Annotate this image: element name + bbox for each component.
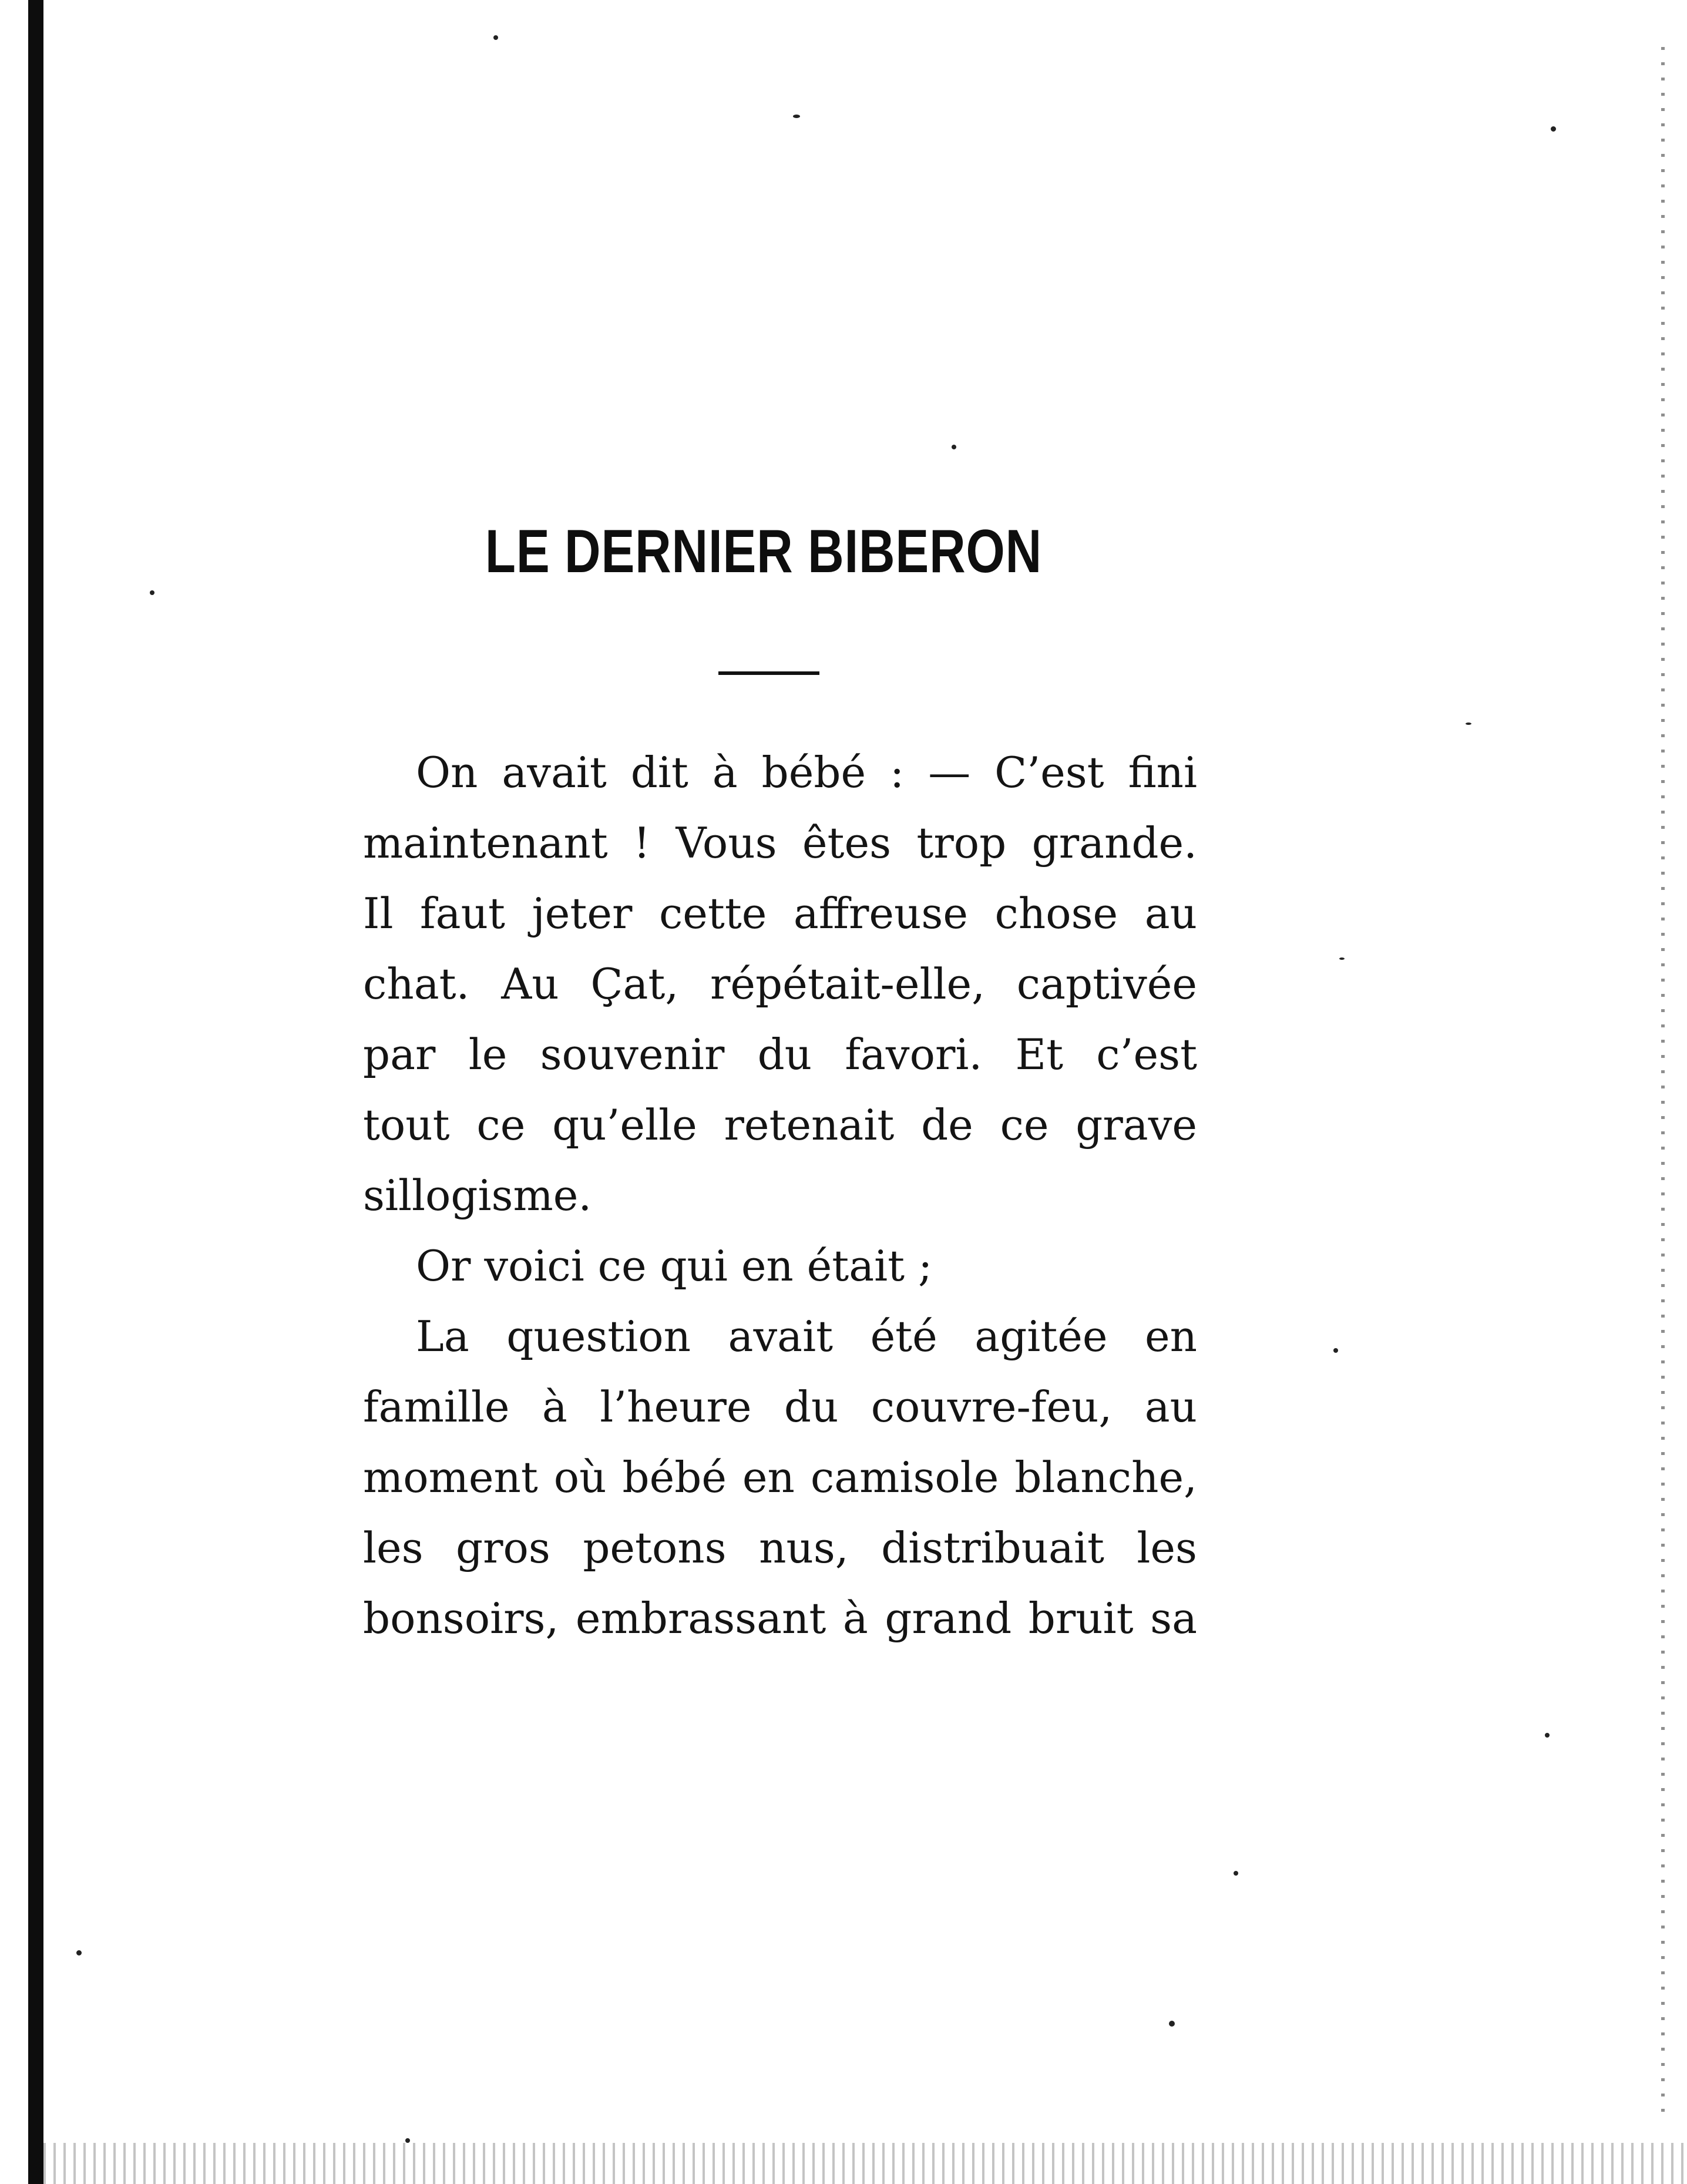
chapter-title: LE DERNIER BIBERON bbox=[485, 518, 1043, 586]
text-line: maintenant ! Vous êtes trop grande. bbox=[363, 818, 1197, 868]
text-line: famille à l’heure du couvre-feu, au bbox=[363, 1382, 1197, 1432]
text-line: On avait dit à bébé : — C’est fini bbox=[416, 748, 1197, 797]
scan-edge-noise bbox=[1661, 47, 1665, 2115]
text-line: par le souvenir du favori. Et c’est bbox=[363, 1030, 1197, 1079]
scan-speck bbox=[493, 35, 498, 40]
body-text bbox=[363, 737, 1197, 1654]
scan-speck bbox=[1234, 1871, 1238, 1876]
text-line: bonsoirs, embrassant à grand bruit sa bbox=[363, 1594, 1197, 1643]
scan-bottom-noise bbox=[43, 2143, 1687, 2184]
scan-speck bbox=[1333, 1348, 1338, 1353]
text-line: tout ce qu’elle retenait de ce grave bbox=[363, 1100, 1197, 1150]
text-line: moment où bébé en camisole blanche, bbox=[363, 1453, 1197, 1502]
title-rule bbox=[718, 671, 819, 675]
text-line: chat. Au Çat, répétait-elle, captivée bbox=[363, 959, 1197, 1009]
scan-speck bbox=[1551, 126, 1556, 132]
text-line: sillogisme. bbox=[363, 1171, 592, 1220]
scan-speck bbox=[76, 1950, 82, 1955]
text-line: La question avait été agitée en bbox=[416, 1312, 1197, 1361]
scan-speck bbox=[405, 2138, 410, 2143]
scan-speck bbox=[793, 115, 800, 118]
scan-speck bbox=[1466, 723, 1471, 725]
scan-speck bbox=[150, 590, 154, 595]
scan-speck bbox=[1339, 957, 1345, 960]
binding-edge bbox=[28, 0, 43, 2184]
text-line: les gros petons nus, distribuait les bbox=[363, 1523, 1197, 1573]
scan-speck bbox=[1169, 2021, 1175, 2027]
scan-speck bbox=[952, 445, 956, 449]
text-line: Il faut jeter cette affreuse chose au bbox=[363, 889, 1197, 938]
scan-speck bbox=[1545, 1733, 1550, 1738]
text-line: Or voici ce qui en était ; bbox=[416, 1241, 933, 1291]
